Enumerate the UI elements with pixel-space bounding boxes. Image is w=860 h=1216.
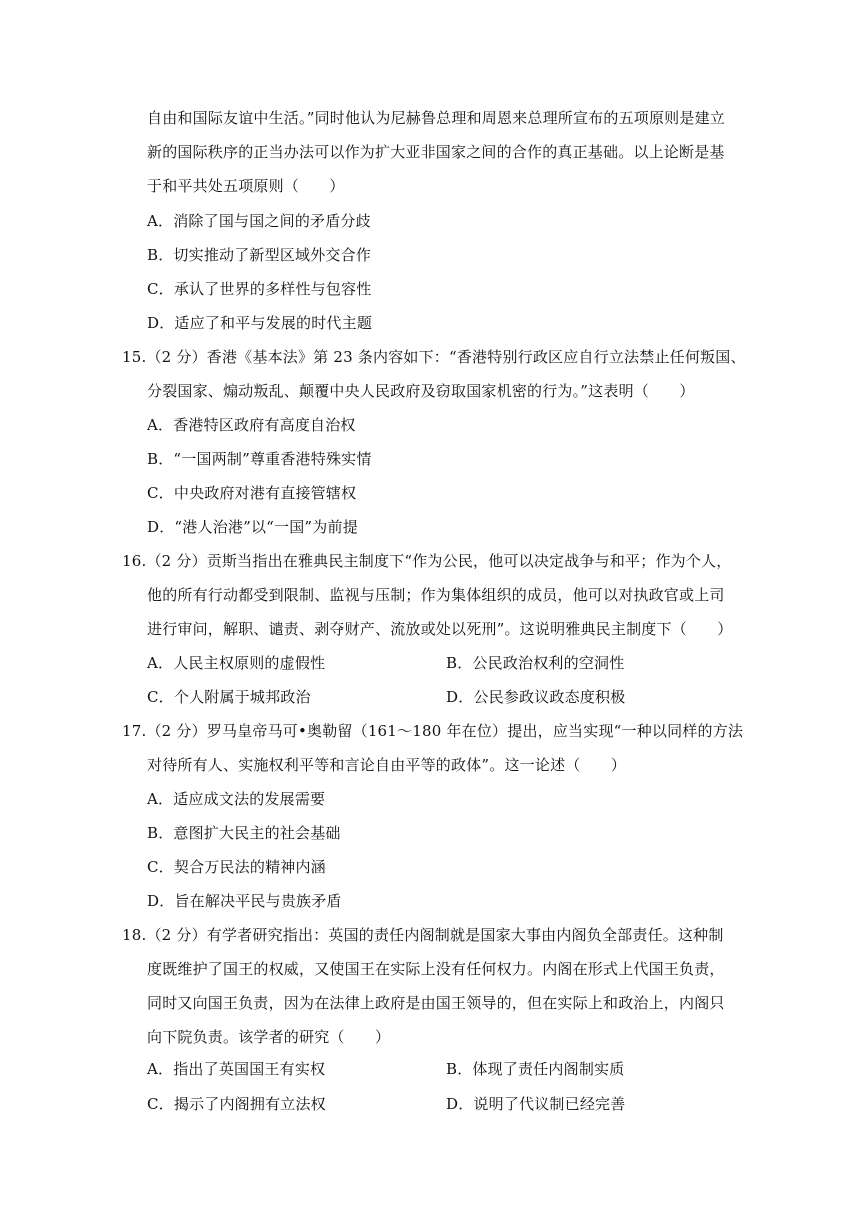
question-text-line: 分裂国家、煽动叛乱、颠覆中央人民政府及窃取国家机密的行为。”这表明（ ）	[147, 382, 695, 400]
question-text-line: 于和平共处五项原则（ ）	[147, 177, 345, 195]
option-b: B．“一国两制”尊重香港特殊实情	[147, 450, 372, 468]
option-c: C．中央政府对港有直接管辖权	[147, 484, 357, 502]
option-a: A．适应成文法的发展需要	[147, 790, 326, 808]
option-a: A．香港特区政府有高度自治权	[147, 416, 356, 434]
option-b: B．公民政治权利的空洞性	[446, 654, 625, 672]
option-d: D．“港人治港”以“一国”为前提	[147, 518, 358, 536]
option-c: C．个人附属于城邦政治	[147, 688, 311, 706]
option-b: B．体现了责任内阁制实质	[446, 1060, 625, 1078]
option-d: D．说明了代议制已经完善	[446, 1095, 626, 1113]
option-d: D．适应了和平与发展的时代主题	[147, 314, 373, 332]
question-text-line: 自由和国际友谊中生活。”同时他认为尼赫鲁总理和周恩来总理所宣布的五项原则是建立	[147, 109, 725, 127]
question-text-line: 17.（2 分）罗马皇帝马可•奥勒留（161～180 年在位）提出，应当实现“一种以同样的方法	[122, 722, 744, 740]
question-text-line: 18.（2 分）有学者研究指出：英国的责任内阁制就是国家大事由内阁负全部责任。这种制	[122, 926, 724, 944]
option-d: D．公民参政议政态度积极	[446, 688, 626, 706]
option-d: D．旨在解决平民与贵族矛盾	[147, 892, 342, 910]
question-text-line: 度既维护了国王的权威，又使国王在实际上没有任何权力。内阁在形式上代国王负责，	[147, 960, 725, 978]
question-text-line: 向下院负责。该学者的研究（ ）	[147, 1028, 391, 1046]
question-text-line: 15.（2 分）香港《基本法》第 23 条内容如下：“香港特别行政区应自行立法禁止任何叛国、	[122, 348, 746, 366]
option-c: C．承认了世界的多样性与包容性	[147, 280, 372, 298]
question-text-line: 对待所有人、实施权利平等和言论自由平等的政体”。这一论述（ ）	[147, 756, 627, 774]
option-c: C．契合万民法的精神内涵	[147, 858, 326, 876]
option-a: A．消除了国与国之间的矛盾分歧	[147, 212, 371, 230]
question-text-line: 16.（2 分）贡斯当指出在雅典民主制度下“作为公民，他可以决定战争与和平；作为个人，	[122, 552, 732, 570]
option-a: A．人民主权原则的虚假性	[147, 654, 326, 672]
option-b: B．切实推动了新型区域外交合作	[147, 246, 372, 264]
question-text-line: 同时又向国王负责，因为在法律上政府是由国王领导的，但在实际上和政治上，内阁只	[147, 994, 725, 1012]
option-a: A．指出了英国国王有实权	[147, 1060, 326, 1078]
question-text-line: 他的所有行动都受到限制、监视与压制；作为集体组织的成员，他可以对执政官或上司	[147, 586, 725, 604]
question-text-line: 进行审问，解职、谴责、剥夺财产、流放或处以死刑”。这说明雅典民主制度下（ ）	[147, 620, 733, 638]
option-b: B．意图扩大民主的社会基础	[147, 824, 341, 842]
option-c: C．揭示了内阁拥有立法权	[147, 1095, 326, 1113]
question-text-line: 新的国际秩序的正当办法可以作为扩大亚非国家之间的合作的真正基础。以上论断是基	[147, 143, 725, 161]
